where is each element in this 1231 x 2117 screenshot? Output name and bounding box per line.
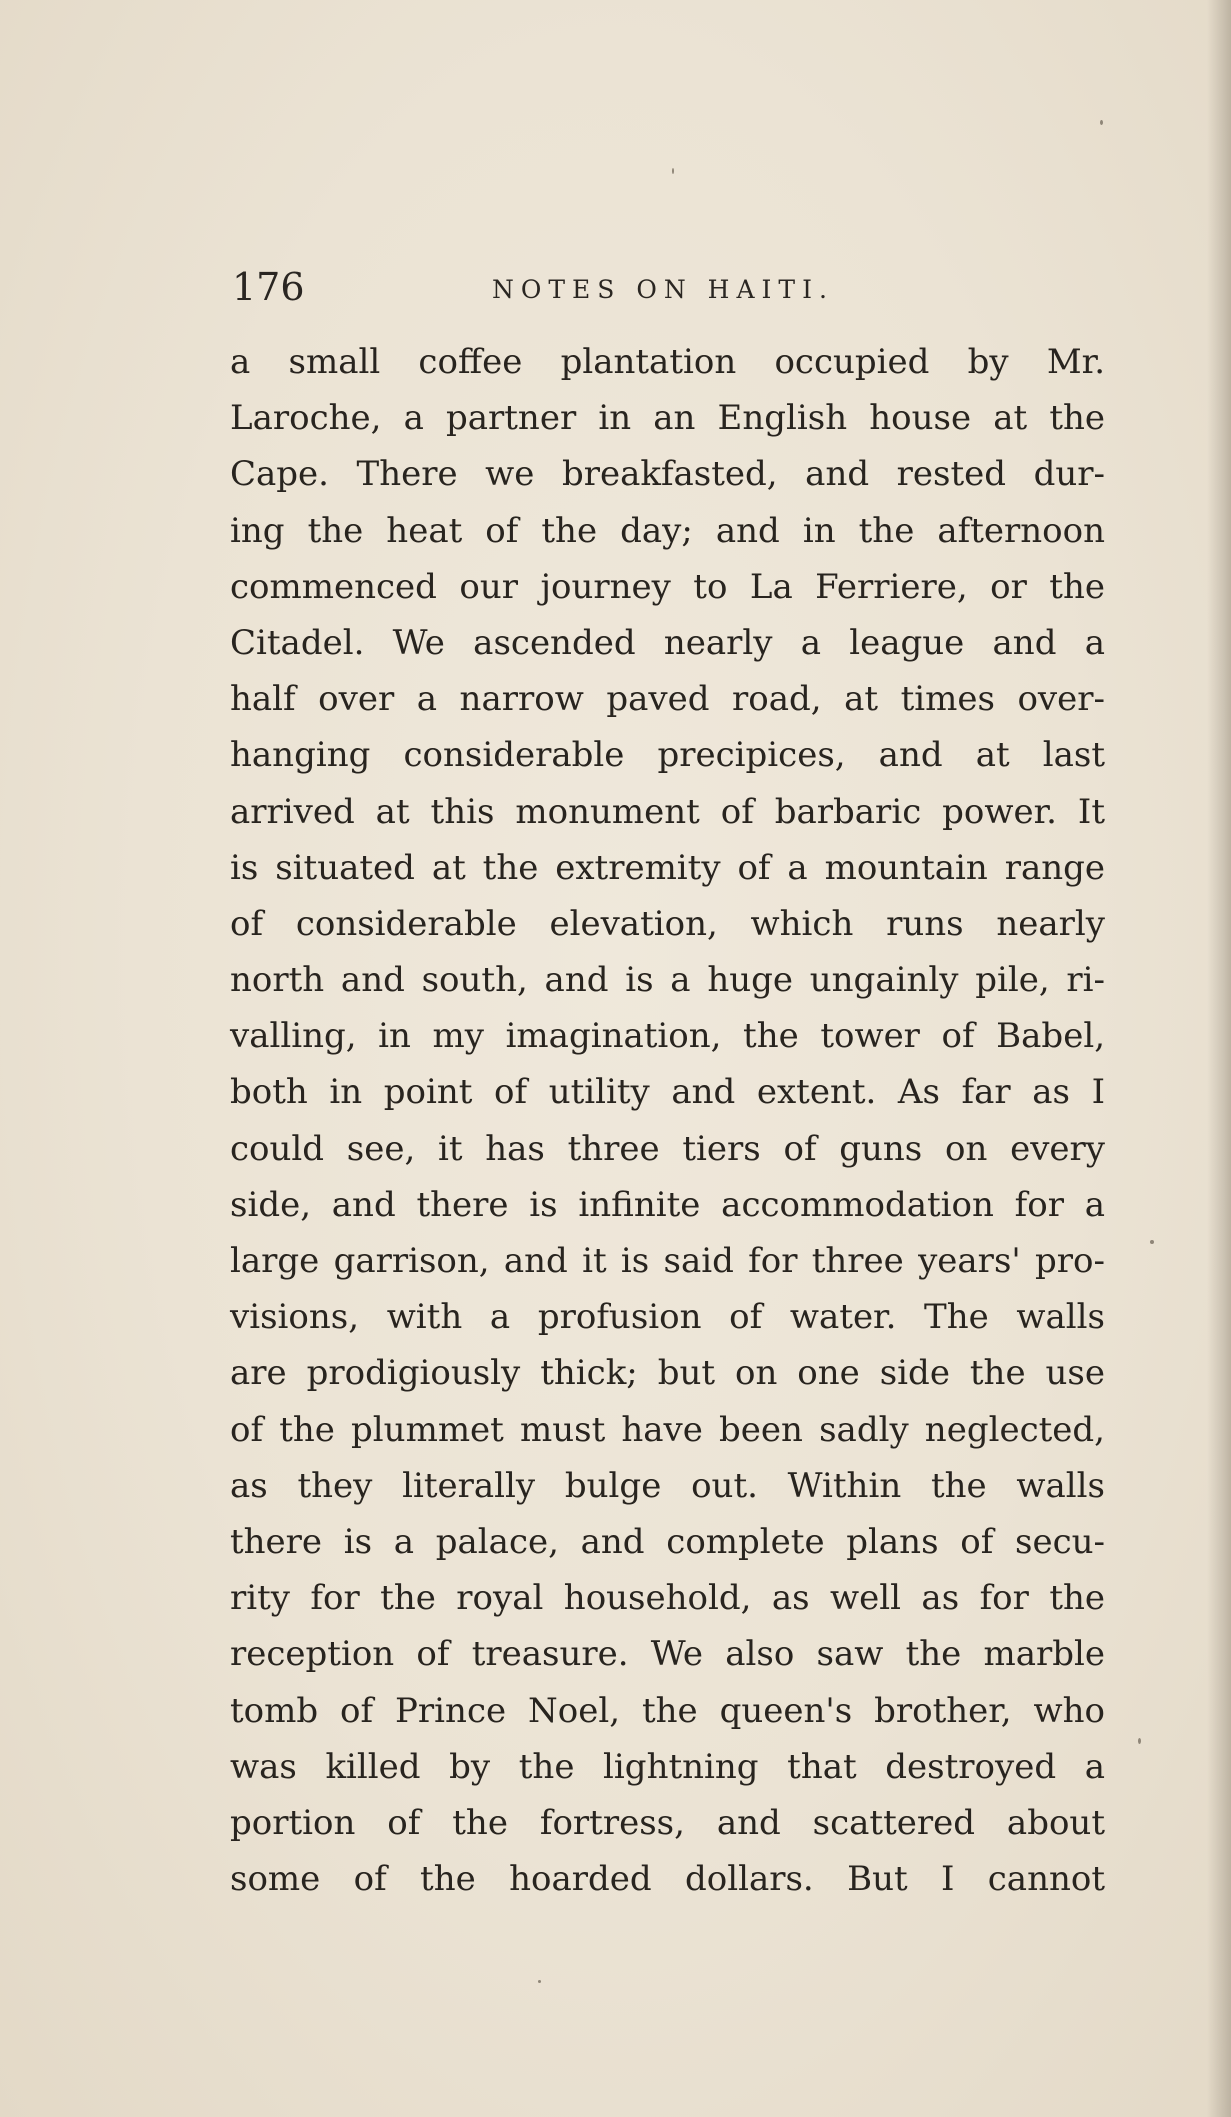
text-line: rity for the royal household, as well as for the [230,1578,1105,1619]
text-line: reception of treasure. We also saw the marble [230,1634,1105,1675]
body-text [230,334,1105,1907]
text-line: half over a narrow paved road, at times over- [230,679,1105,720]
text-line: as they literally bulge out. Within the walls [230,1465,1105,1506]
text-line: commenced our journey to La Ferriere, or the [230,566,1105,607]
text-line: large garrison, and it is said for three years' pro- [230,1241,1105,1281]
text-line: north and south, and is a huge ungainly pile, ri- [230,960,1105,1001]
text-line: was killed by the lightning that destroyed a [230,1746,1105,1787]
text-line: is situated at the extremity of a mountain range [230,847,1105,888]
text-line: side, and there is infinite accommodation for a [230,1184,1105,1225]
text-line: both in point of utility and extent. As far as I [230,1072,1105,1113]
text-line: hanging considerable precipices, and at last [230,735,1105,776]
text-line: of the plummet must have been sadly neglected, [230,1409,1105,1450]
text-line: some of the hoarded dollars. But I cannot [230,1859,1105,1900]
text-line: a small coffee plantation occupied by Mr. [230,342,1105,382]
text-line: visions, with a profusion of water. The walls [230,1297,1105,1338]
text-line: arrived at this monument of barbaric power. It [230,791,1105,832]
paper-speck [1100,120,1103,125]
text-line: could see, it has three tiers of guns on every [230,1128,1105,1169]
running-title: NOTES ON HAITI. [492,275,834,304]
page-edge-shadow [1207,0,1231,2117]
page-number: 176 [232,265,305,309]
text-line: Cape. There we breakfasted, and rested dur- [230,454,1105,495]
text-line: there is a palace, and complete plans of secu- [230,1521,1105,1562]
paper-speck [538,1980,541,1983]
page-header [232,262,1112,322]
text-line: of considerable elevation, which runs nearly [230,903,1105,944]
text-line: tomb of Prince Noel, the queen's brother, who [230,1690,1105,1731]
paper-speck [1150,1240,1154,1244]
text-line: ing the heat of the day; and in the afternoon [230,510,1105,551]
text-line: Laroche, a partner in an English house at the [230,398,1105,439]
paper-speck [672,168,674,174]
paper-speck [1138,1738,1141,1744]
text-line: portion of the fortress, and scattered about [230,1802,1105,1843]
text-line: Citadel. We ascended nearly a league and a [230,622,1105,663]
text-line: valling, in my imagination, the tower of Babel, [230,1016,1105,1057]
text-line: are prodigiously thick; but on one side the use [230,1353,1105,1394]
